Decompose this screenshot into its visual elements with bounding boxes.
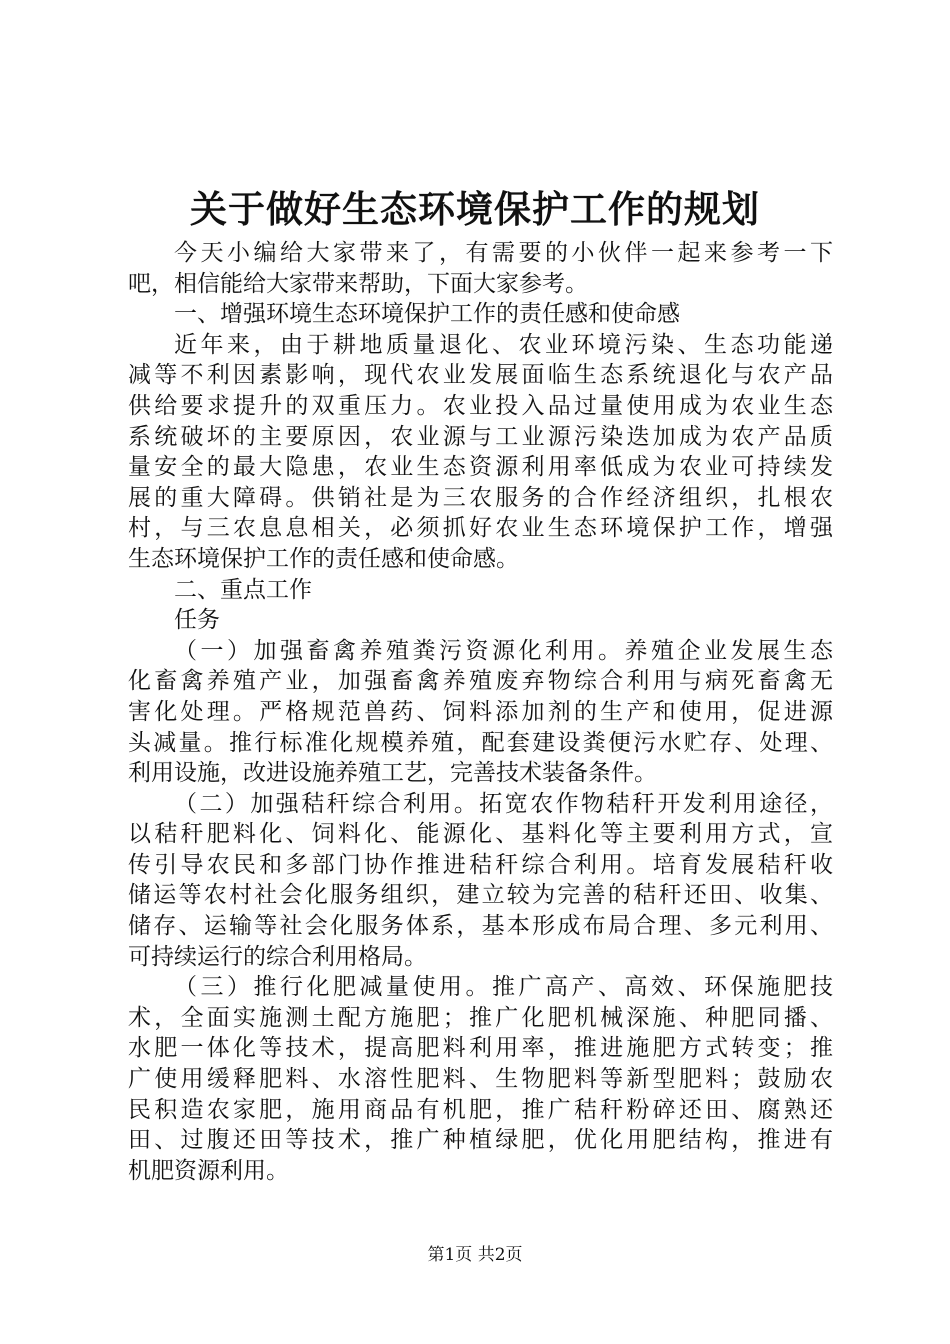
text-line: 展的重大障碍。供销社是为三农服务的合作经济组织，扎根农 (128, 484, 833, 511)
text-line: 量安全的最大隐患，农业生态资源利用率低成为农业可持续发 (128, 454, 833, 481)
text-line: 储运等农村社会化服务组织，建立较为完善的秸秆还田、收集、 (128, 882, 833, 909)
text-line: 传引导农民和多部门协作推进秸秆综合利用。培育发展秸秆收 (128, 851, 833, 878)
text-line: （三）推行化肥减量使用。推广高产、高效、环保施肥技 (174, 974, 833, 1001)
text-line: 吧，相信能给大家带来帮助，下面大家参考。 (128, 270, 588, 297)
text-line: 可持续运行的综合利用格局。 (128, 943, 427, 970)
document-title: 关于做好生态环境保护工作的规划 (190, 187, 760, 231)
document-body (128, 238, 833, 1186)
text-line: 水肥一体化等技术，提高肥料利用率，推进施肥方式转变；推 (128, 1035, 833, 1062)
text-line: 头减量。推行标准化规模养殖，配套建设粪便污水贮存、处理、 (128, 729, 833, 756)
text-line: 减等不利因素影响，现代农业发展面临生态系统退化与农产品 (128, 362, 833, 389)
text-line: 广使用缓释肥料、水溶性肥料、生物肥料等新型肥料；鼓励农 (128, 1066, 833, 1093)
text-line: 二、重点工作 (174, 576, 312, 603)
text-line: 系统破坏的主要原因，农业源与工业源污染迭加成为农产品质 (128, 423, 833, 450)
text-line: 害化处理。严格规范兽药、饲料添加剂的生产和使用，促进源 (128, 698, 833, 725)
text-line: 利用设施，改进设施养殖工艺，完善技术装备条件。 (128, 760, 657, 787)
page-footer: 第1页 共2页 (427, 1245, 523, 1265)
text-line: 田、过腹还田等技术，推广种植绿肥，优化用肥结构，推进有 (128, 1127, 833, 1154)
text-line: 机肥资源利用。 (128, 1157, 289, 1184)
text-line: 储存、运输等社会化服务体系，基本形成布局合理、多元利用、 (128, 913, 833, 940)
text-line: 术，全面实施测土配方施肥；推广化肥机械深施、种肥同播、 (128, 1004, 833, 1031)
text-line: （一）加强畜禽养殖粪污资源化利用。养殖企业发展生态 (174, 637, 833, 664)
text-line: （二）加强秸秆综合利用。拓宽农作物秸秆开发利用途径， (174, 790, 833, 817)
text-line: 任务 (174, 607, 220, 634)
text-line: 今天小编给大家带来了，有需要的小伙伴一起来参考一下 (174, 240, 833, 266)
text-line: 一、增强环境生态环境保护工作的责任感和使命感 (174, 301, 680, 328)
text-line: 化畜禽养殖产业，加强畜禽养殖废弃物综合利用与病死畜禽无 (128, 668, 833, 695)
text-line: 民积造农家肥，施用商品有机肥，推广秸秆粉碎还田、腐熟还 (128, 1096, 833, 1123)
text-line: 以秸秆肥料化、饲料化、能源化、基料化等主要利用方式，宣 (128, 821, 833, 848)
text-line: 近年来，由于耕地质量退化、农业环境污染、生态功能递 (174, 331, 833, 358)
text-line: 村，与三农息息相关，必须抓好农业生态环境保护工作，增强 (128, 515, 833, 542)
text-line: 生态环境保护工作的责任感和使命感。 (128, 545, 519, 572)
text-line: 供给要求提升的双重压力。农业投入品过量使用成为农业生态 (128, 392, 833, 419)
